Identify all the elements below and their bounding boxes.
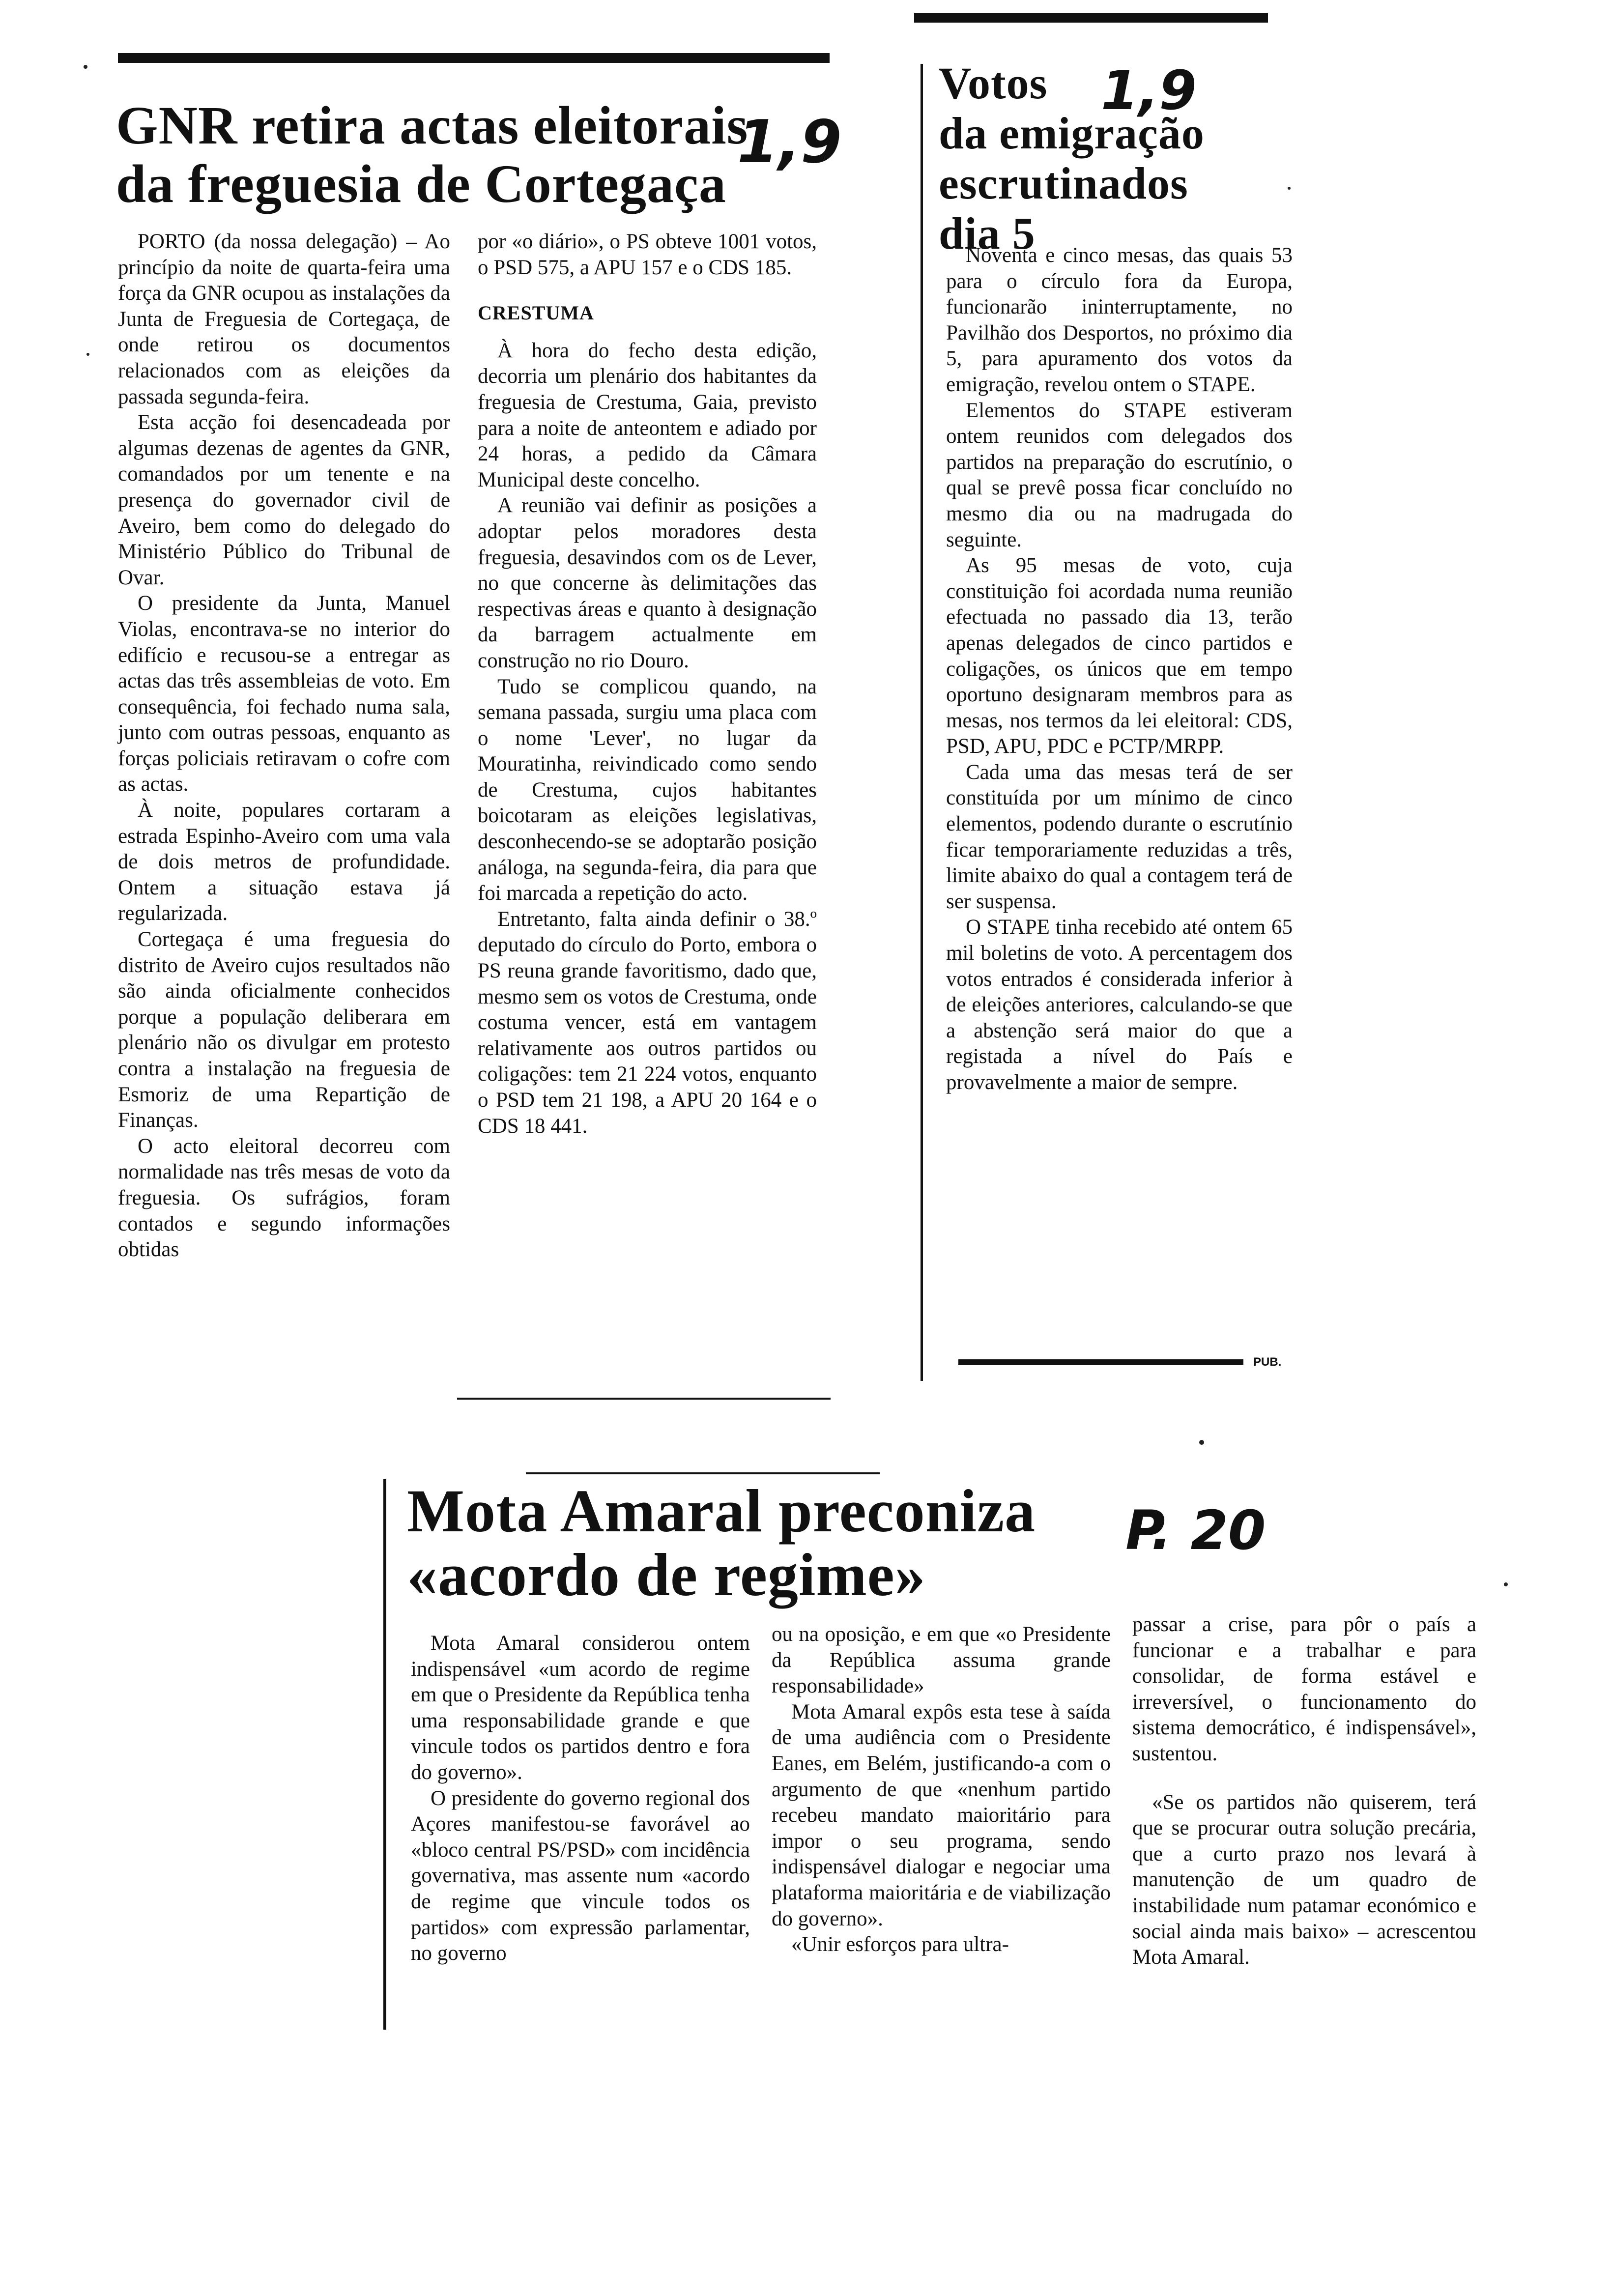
gnr-paragraph: Esta acção foi desencadeada por algumas dezenas de agentes da GNR, comandados por um tenente e na presença do governador civil de Aveiro, bem como do delegado do Ministério Público do Tribunal de Ovar.	[118, 411, 450, 589]
bottom-rule-gnr	[457, 1398, 831, 1400]
scan-speck	[1504, 1582, 1508, 1586]
gnr-paragraph: O acto eleitoral decorreu com normalidade nas três mesas de voto da freguesia. Os sufrágios, foram contados e segundo informações obtidas	[118, 1134, 450, 1262]
votos-handwritten-note: 1,9	[1101, 59, 1197, 122]
mota-paragraph: passar a crise, para pôr o país a funcionar e a trabalhar e para consolidar, de forma estável e irreversível, o funcionamento do sistema democrático, é indispensável», sustentou.	[1132, 1613, 1476, 1765]
votos-paragraph: As 95 mesas de voto, cuja constituição foi acordada numa reunião efectuada no passado dia 13, terão apenas delegados de cinco partidos e coligações, os únicos que em tempo oportuno designaram membros para as mesas, nos termos da lei eleitoral: CDS, PSD, APU, PDC e PCTP/MRPP.	[946, 554, 1293, 758]
scan-speck	[1288, 187, 1291, 190]
votos-paragraph: Cada uma das mesas terá de ser constituída por um mínimo de cinco elementos, podendo durante o escrutínio ficar temporariamente reduzidas a três, limite abaixo do qual a contagem terá de ser suspensa.	[946, 760, 1293, 913]
gnr-paragraph: PORTO (da nossa delegação) – Ao princípio da noite de quarta-feira uma força da GNR ocupou as instalações da Junta de Freguesia de Cortegaça, de onde retirou os documentos relacionados com as eleições da passada segunda-feira.	[118, 230, 450, 408]
mota-paragraph: «Unir esforços para ultra-	[791, 1933, 1009, 1956]
bottom-rule-votos	[958, 1359, 1243, 1365]
mota-headline-line2: «acordo de regime»	[407, 1541, 926, 1608]
top-rule-right	[914, 13, 1268, 23]
votos-paragraph: Noventa e cinco mesas, das quais 53 para o círculo fora da Europa, funcionarão ininterruptamente, no Pavilhão dos Desportos, no próximo dia 5, para apuramento dos votos da emigração, revelou ontem o STAPE.	[946, 244, 1293, 396]
gnr-paragraph: O presidente da Junta, Manuel Violas, encontrava-se no interior do edifício e recusou-se a entregar as actas das três assembleias de voto. Em consequência, foi fechado numa sala, junto com outras pessoas, enquanto as forças policiais retiravam o cofre com as actas.	[118, 592, 450, 796]
scan-speck	[84, 65, 87, 69]
votos-headline-line: da emigração	[939, 108, 1205, 158]
scan-speck	[86, 353, 89, 356]
gnr-headline-line1: GNR retira actas eleitorais	[116, 95, 748, 155]
gnr-column-2	[478, 229, 817, 1139]
gnr-column-1	[118, 229, 450, 1263]
gnr-headline-line2: da freguesia de Cortegaça	[116, 153, 726, 214]
gnr-paragraph: A reunião vai definir as posições a adoptar pelos moradores desta freguesia, desavindos com os de Lever, no que concerne às delimitações das respectivas áreas e quanto à designação da barragem actualmente em construção no rio Douro.	[478, 494, 817, 672]
mota-column-2	[772, 1622, 1111, 1958]
mota-paragraph: Mota Amaral considerou ontem indispensável «um acordo de regime em que o Presidente da República tenha uma responsabilidade grande e que vincule todos os partidos dentro e fora do governo».	[411, 1632, 750, 1784]
votos-headline-line: Votos	[939, 58, 1048, 108]
gnr-paragraph: Entretanto, falta ainda definir o 38.º deputado do círculo do Porto, embora o PS reuna grande favoritismo, dado que, mesmo sem os votos de Crestuma, onde costuma vencer, está em vantagem relativamente aos outros partidos ou coligações: tem 21 224 votos, enquanto o PSD tem 21 198, a APU 20 164 e o CDS 18 441.	[478, 907, 817, 1138]
mota-column-3	[1132, 1612, 1476, 1971]
mota-paragraph: Mota Amaral expôs esta tese à saída de uma audiência com o Presidente Eanes, em Belém, justificando-a com o argumento de que «nenhum partido recebeu mandato maioritário para impor o seu programa, sendo indispensável dialogar e negociar uma plataforma maioritária e de viabilização do governo».	[772, 1700, 1111, 1930]
mota-paragraph: ou na oposição, e em que «o Presidente da República assuma grande responsabilidade»	[772, 1623, 1111, 1698]
mota-handwritten-note: P. 20	[1125, 1499, 1266, 1562]
column-separator-votos	[921, 64, 923, 1381]
gnr-paragraph: Tudo se complicou quando, na semana passada, surgiu uma placa com o nome 'Lever', no lugar da Mouratinha, reivindicado como sendo de Crestuma, cujos habitantes boicotaram as eleições legislativas, desconhecendo-se se adoptarão posição análoga, na segunda-feira, dia para que foi marcada a repetição do acto.	[478, 675, 817, 905]
votos-headline-line: escrutinados	[939, 158, 1188, 208]
left-bar-mota	[383, 1479, 386, 2030]
votos-paragraph: O STAPE tinha recebido até ontem 65 mil boletins de voto. A percentagem dos votos entrados é considerada inferior à de eleições anteriores, calculando-se que a abstenção será maior do que a registada a nível do País e provavelmente a maior de sempre.	[946, 916, 1293, 1094]
scan-speck	[1199, 1440, 1204, 1445]
top-rule-left	[118, 53, 830, 63]
gnr-paragraph: À hora do fecho desta edição, decorria um plenário dos habitantes da freguesia de Crestuma, Gaia, previsto para a noite de anteontem e adiado por 24 horas, a pedido da Câmara Municipal deste concelho.	[478, 339, 817, 491]
mota-paragraph: O presidente do governo regional dos Açores manifestou-se favorável ao «bloco central PS/PSD» com incidência governativa, mas assente num «acordo de regime que vincule todos os partidos» com expressão parlamentar, no governo	[411, 1786, 750, 1965]
gnr-handwritten-note: 1,9	[737, 108, 842, 176]
gnr-subhead: CRESTUMA	[478, 302, 594, 324]
gnr-paragraph: À noite, populares cortaram a estrada Espinho-Aveiro com uma vala de dois metros de profundidade. Ontem a situação estava já regularizada.	[118, 799, 450, 925]
gnr-paragraph: por «o diário», o PS obteve 1001 votos, o PSD 575, a APU 157 e o CDS 185.	[478, 230, 817, 279]
votos-column	[946, 243, 1293, 1096]
mota-column-1	[411, 1631, 750, 1967]
top-rule-mota	[526, 1472, 880, 1474]
gnr-headline	[116, 96, 748, 213]
mota-headline-line1: Mota Amaral preconiza	[407, 1477, 1036, 1545]
votos-paragraph: Elementos do STAPE estiveram ontem reunidos com delegados dos partidos na preparação do escrutínio, o qual se prevê possa ficar concluído no mesmo dia ou na madrugada do seguinte.	[946, 399, 1293, 551]
pub-label: PUB.	[1253, 1355, 1282, 1369]
votos-headline-line: dia 5	[939, 208, 1036, 258]
mota-headline	[407, 1479, 1036, 1607]
mota-paragraph: «Se os partidos não quiserem, terá que se procurar outra solução precária, que a curto prazo nos levará à manutenção de um quadro de instabilidade num patamar económico e social ainda mais baixo» – acrescentou Mota Amaral.	[1132, 1790, 1476, 1969]
gnr-paragraph: Cortegaça é uma freguesia do distrito de Aveiro cujos resultados não são ainda oficialmente conhecidos porque a população deliberara em plenário não os divulgar em protesto contra a instalação na freguesia de Esmoriz de uma Repartição de Finanças.	[118, 928, 450, 1132]
